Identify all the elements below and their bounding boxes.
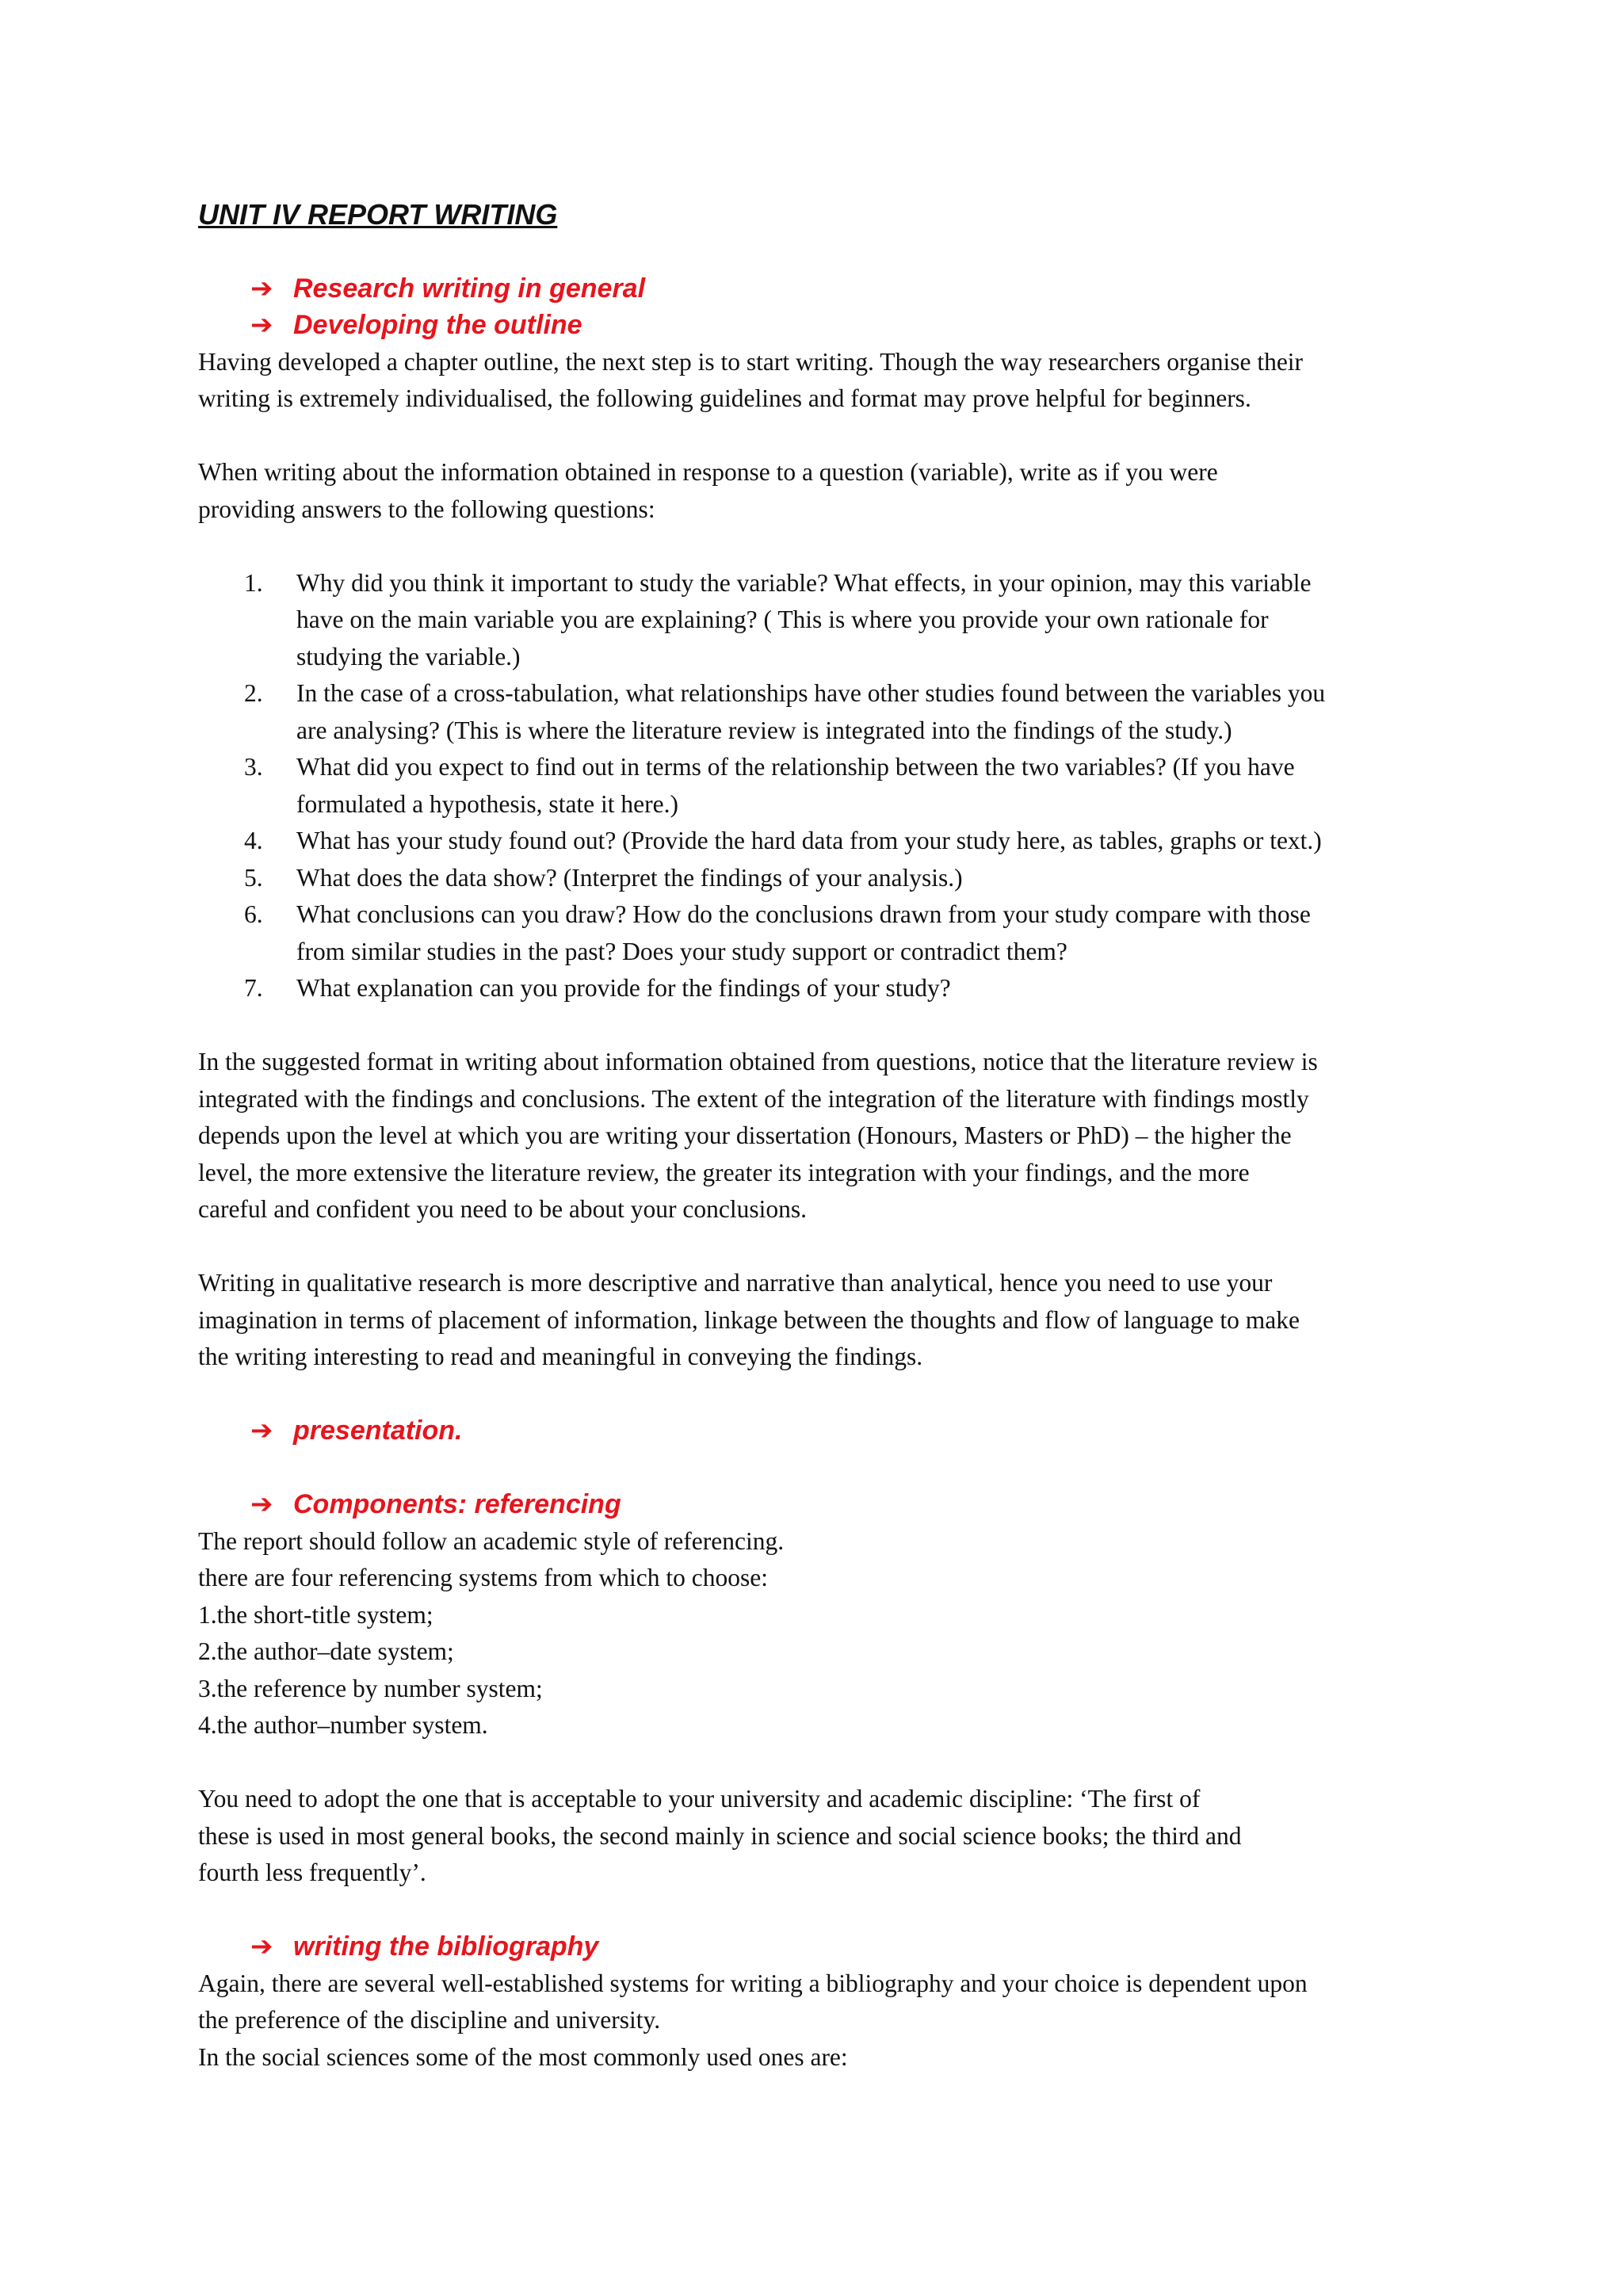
list-item: 3. What did you expect to find out in terms of the relationship between the two variables? (If you have formulated a hypothesis, state it here.) [244,753,1295,818]
document-page [198,197,1434,2076]
heading-presentation: ➔ presentation. [198,1412,1434,1450]
intro-paragraph: Having developed a chapter outline, the next step is to start writing. Though the way researchers organise their writing is extremely individualised, the following guidelines and format may prove helpful for beginners. [198,347,1304,412]
referencing-paragraph: The report should follow an academic style of referencing. there are four referencing systems from which to choose: 1.the short-title system; 2.the author–date system; 3.the reference by number system; 4.the author–number system. [198,1526,785,1739]
arrow-icon: ➔ [250,1415,273,1446]
arrow-icon: ➔ [250,1931,273,1962]
arrow-icon: ➔ [250,310,273,340]
qualitative-paragraph: Writing in qualitative research is more descriptive and narrative than analytical, hence you need to use your imagination in terms of placement of information, linkage between the thoughts and flow of language to make the writing interesting to read and meaningful in conveying the findings. [198,1269,1300,1370]
suggested-format-paragraph: In the suggested format in writing about information obtained from questions, notice that the literature review is integrated with the findings and conclusions. The extent of the integration of the literature with findings mostly depends upon the level at which you are writing your dissertation (Honours, Masters or PhD) – the higher the level, the more extensive the literature review, the greater its integration with your findings, and the more careful and confident you need to be about your conclusions. [198,1048,1318,1223]
list-item: 6. What conclusions can you draw? How do the conclusions drawn from your study compare with those from similar studies in the past? Does your study support or contradict them? [244,900,1311,965]
adopt-paragraph: You need to adopt the one that is acceptable to your university and academic discipline: ‘The first of these is used in most general books, the second mainly in science and social science books; the third and fourth less frequently’. [198,1785,1242,1886]
page-title: UNIT IV REPORT WRITING [198,198,558,231]
heading-components-referencing: ➔ Components: referencing [198,1486,1434,1523]
list-item: 4. What has your study found out? (Provide the hard data from your study here, as tables, graphs or text.) [244,827,1322,854]
heading-writing-bibliography: ➔ writing the bibliography [198,1928,1434,1966]
list-item: 5. What does the data show? (Interpret the findings of your analysis.) [244,863,963,892]
heading-research-writing: ➔ Research writing in general [198,270,1434,308]
arrow-icon: ➔ [250,273,273,304]
heading-developing-outline: ➔ Developing the outline [198,307,1434,344]
bibliography-paragraph: Again, there are several well-established systems for writing a bibliography and your choice is dependent upon the preference of the discipline and university. In the social sciences some of the most commonly used ones are: [198,1969,1308,2071]
list-item: 7. What explanation can you provide for the findings of your study? [244,974,951,1002]
questions-list [198,565,1434,1007]
list-item: 1. Why did you think it important to study the variable? What effects, in your opinion, may this variable have on the main variable you are explaining? ( This is where you provide your own rationale for studying the variable.) [244,568,1312,670]
arrow-icon: ➔ [250,1489,273,1519]
list-item: 2. In the case of a cross-tabulation, what relationships have other studies found between the variables you are analysing? (This is where the literature review is integrated into the findings of the study.) [244,679,1326,744]
when-writing-paragraph: When writing about the information obtained in response to a question (variable), write as if you were providing answers to the following questions: [198,458,1218,523]
